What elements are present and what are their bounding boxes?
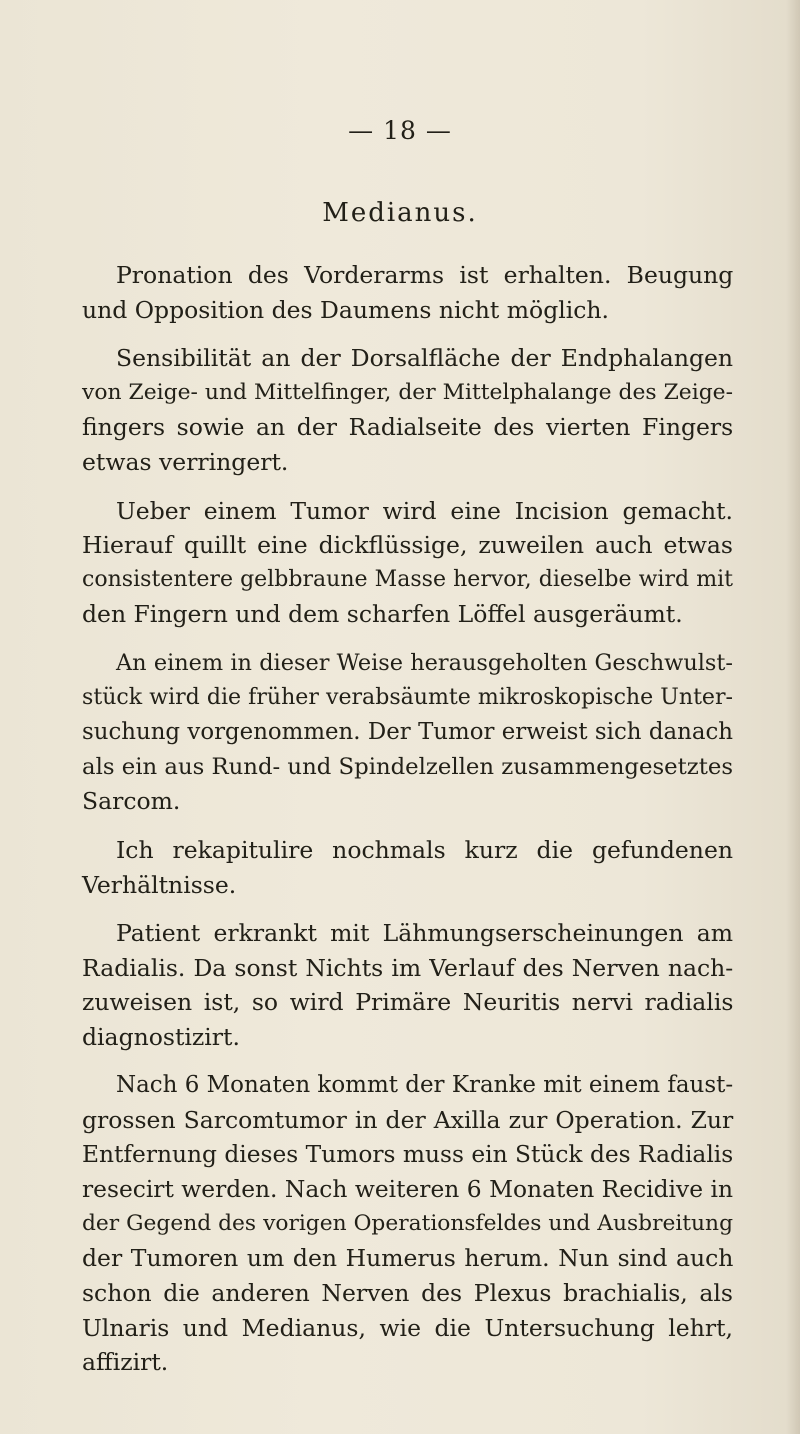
text-line: Ich rekapitulire nochmals kurz die gefundenen xyxy=(116,835,733,864)
text-line: consistentere gelbbraune Masse hervor, dieselbe wird mit xyxy=(82,566,733,592)
paragraph xyxy=(82,646,733,819)
text-line: Nach 6 Monaten kommt der Kranke mit einem faust- xyxy=(116,1072,734,1099)
paragraph xyxy=(82,916,733,1054)
text-line: Sensibilität an der Dorsalfläche der Endphalangen xyxy=(116,344,734,373)
text-line: der Gegend des vorigen Operationsfeldes und Ausbreitung xyxy=(82,1210,733,1236)
text-line: Hierauf quillt eine dickflüssige, zuweilen auch etwas xyxy=(82,531,733,560)
text-line: zuweisen ist, so wird Primäre Neuritis nervi radialis xyxy=(82,988,734,1017)
text-line: resecirt werden. Nach weiteren 6 Monaten Recidive in xyxy=(82,1175,733,1204)
paragraph xyxy=(82,494,733,632)
text-line: Pronation des Vorderarms ist erhalten. Beugung xyxy=(116,261,734,289)
text-line: fingers sowie an der Radialseite des vierten Fingers xyxy=(82,413,734,442)
text-line: als ein aus Rund- und Spindelzellen zusammengesetztes xyxy=(82,753,733,780)
text-line: von Zeige- und Mittelfinger, der Mittelphalange des Zeige- xyxy=(82,379,733,405)
text-line: diagnostizirt. xyxy=(82,1022,240,1051)
text-line: etwas verringert. xyxy=(82,447,289,476)
text-line: Sarcom. xyxy=(82,787,181,816)
paragraph xyxy=(82,833,733,902)
text-line: Ulnaris und Medianus, wie die Untersuchung lehrt, xyxy=(82,1313,733,1342)
text-line: schon die anderen Nerven des Plexus brachialis, als xyxy=(82,1279,733,1308)
text-line: stück wird die früher verabsäumte mikroskopische Unter- xyxy=(82,684,733,710)
text-line: Patient erkrankt mit Lähmungserscheinungen am xyxy=(116,919,733,948)
paragraph xyxy=(82,341,733,479)
text-line: grossen Sarcomtumor in der Axilla zur Operation. Zur xyxy=(82,1106,734,1135)
page-number-header: — 18 — xyxy=(348,116,452,145)
text-line: Ueber einem Tumor wird eine Incision gemacht. xyxy=(116,496,733,525)
text-line: Verhältnisse. xyxy=(82,870,237,899)
text-line: Radialis. Da sonst Nichts im Verlauf des Nerven nach- xyxy=(82,953,734,982)
text-line: affizirt. xyxy=(82,1348,169,1377)
text-line: An einem in dieser Weise herausgeholten Geschwulst- xyxy=(116,649,733,676)
text-line: und Opposition des Daumens nicht möglich. xyxy=(82,295,610,324)
text-line: den Fingern und dem scharfen Löffel ausgeräumt. xyxy=(82,600,683,629)
paragraph xyxy=(82,258,733,327)
text-line: der Tumoren um den Humerus herum. Nun sind auch xyxy=(82,1244,734,1273)
paragraph xyxy=(82,1068,733,1379)
text-line: suchung vorgenommen. Der Tumor erweist sich danach xyxy=(82,719,733,746)
body-text xyxy=(82,258,733,1394)
section-title: Medianus. xyxy=(322,198,478,228)
text-line: Entfernung dieses Tumors muss ein Stück des Radialis xyxy=(82,1140,734,1168)
